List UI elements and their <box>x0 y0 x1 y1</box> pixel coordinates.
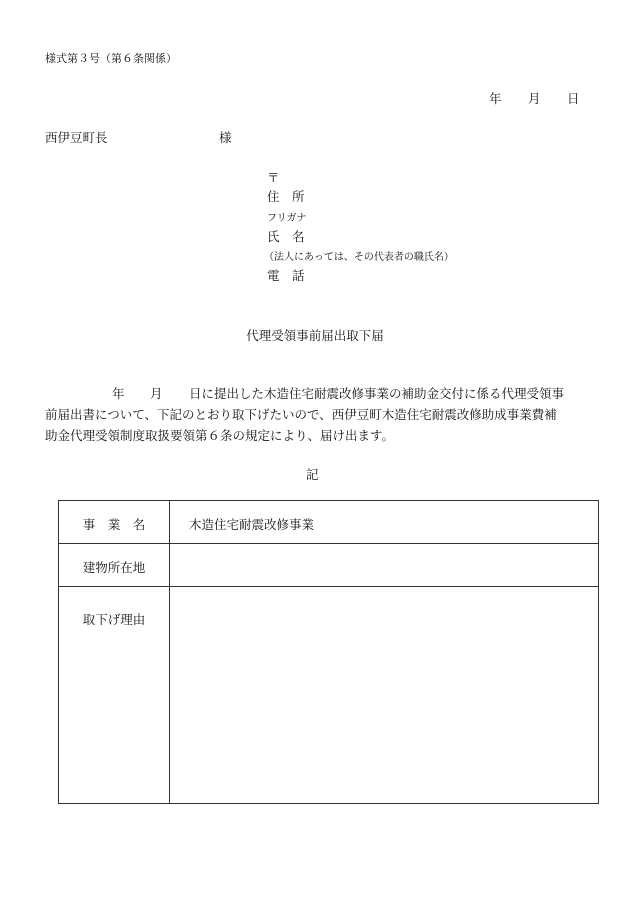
details-table <box>58 500 599 804</box>
address-label: 住 所 <box>267 189 305 204</box>
table-divider <box>169 501 170 803</box>
phone-label: 電 話 <box>267 268 305 283</box>
ki-heading: 記 <box>306 467 319 482</box>
location-label: 建物所在地 <box>82 560 146 575</box>
body-line1: 日に提出した木造住宅耐震改修事業の補助金交付に係る代理受領事 <box>189 386 565 401</box>
project-name-label: 事 業 名 <box>82 517 146 532</box>
page-title: 代理受領事前届出取下届 <box>246 328 384 343</box>
furigana-label: フリガナ <box>267 213 307 224</box>
form-number: 様式第３号（第６条関係） <box>45 52 177 65</box>
date-year: 年 <box>489 91 502 106</box>
postal-mark: 〒 <box>267 170 280 185</box>
corp-note: （法人にあっては、その代表者の職氏名） <box>264 252 454 263</box>
addressee-name: 西伊豆町長 <box>45 130 108 145</box>
body-year: 年 <box>112 386 125 401</box>
date-day: 日 <box>567 91 580 106</box>
withdrawal-reason-label: 取下げ理由 <box>82 612 146 627</box>
addressee-honorific: 様 <box>219 130 232 145</box>
date-month: 月 <box>528 91 541 106</box>
project-name-value: 木造住宅耐震改修事業 <box>189 517 315 532</box>
name-label: 氏 名 <box>267 229 305 244</box>
body-line3: 助金代理受領制度取扱要領第６条の規定により、届け出ます。 <box>45 428 395 443</box>
body-month: 月 <box>150 386 163 401</box>
body-line2: 前届出書について、下記のとおり取下げたいので、西伊豆町木造住宅耐震改修助成事業費補 <box>45 407 557 422</box>
